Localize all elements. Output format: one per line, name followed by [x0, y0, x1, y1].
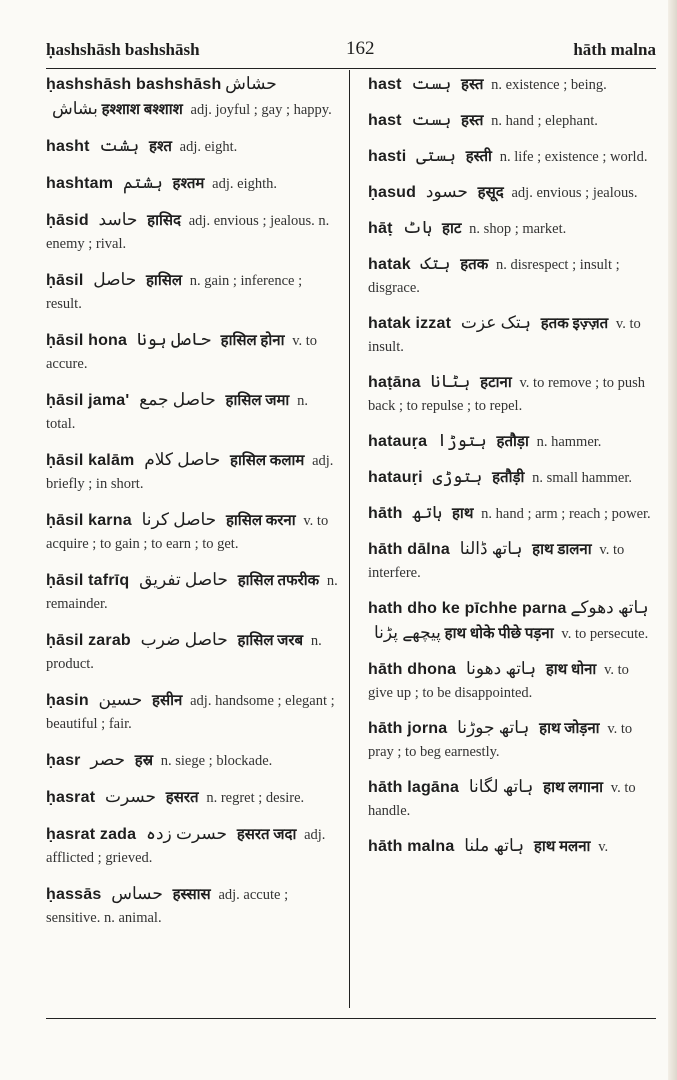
entry-devanagari-script: हटाना: [480, 375, 512, 391]
entry-urdu-script: ہتک: [420, 254, 451, 273]
entry-urdu-script: ہاتھ دھونا: [465, 659, 537, 678]
dictionary-entry: [46, 628, 338, 676]
page-header: [46, 38, 656, 68]
entry-definition: n. small hammer.: [532, 470, 632, 486]
entry-devanagari-script: हश्शाश बश्शाश: [101, 102, 183, 118]
entry-definition: adj. handsome ; elegant ; beautiful ; fair.: [46, 693, 335, 732]
entry-devanagari-script: हतक: [460, 257, 489, 273]
entry-devanagari-script: हासिल तफरीक: [237, 573, 320, 589]
entry-urdu-script: ہاتھ لگانا: [468, 777, 534, 796]
dictionary-entry: [46, 72, 338, 122]
entry-urdu-script: حاصل ہونا: [136, 330, 211, 349]
entry-devanagari-script: हसरत जदा: [236, 827, 297, 843]
dictionary-entry: [46, 748, 338, 773]
entry-headword: ḥāsil zarab: [46, 632, 131, 649]
dictionary-entry: [46, 134, 338, 159]
entry-devanagari-script: हासिद: [147, 213, 181, 229]
entry-headword: hāth malna: [368, 838, 455, 855]
entry-urdu-script: حسرت: [104, 787, 157, 806]
entry-definition: n. life ; existence ; world.: [499, 149, 648, 165]
entry-definition: n. shop ; market.: [469, 221, 567, 237]
entry-headword: hāṭ: [368, 220, 393, 237]
entry-urdu-script: حشاش بشاش: [52, 74, 277, 118]
entry-devanagari-script: हस्र: [134, 753, 154, 769]
entry-headword: hāth jorna: [368, 720, 448, 737]
page-edge-shadow: [668, 0, 677, 1080]
entry-devanagari-script: हासिल होना: [220, 333, 285, 349]
entry-headword: ḥashshāsh bashshāsh: [46, 76, 222, 93]
entry-definition: adj. eight.: [179, 139, 238, 155]
entry-headword: hāth: [368, 505, 403, 522]
entry-headword: ḥasrat: [46, 789, 96, 806]
entry-devanagari-script: हाथ मलना: [533, 839, 591, 855]
dictionary-entry: [368, 596, 656, 646]
entry-headword: ḥāsil hona: [46, 332, 128, 349]
dictionary-entry: [368, 108, 656, 133]
dictionary-entry: [368, 252, 656, 300]
entry-devanagari-script: हस्त: [461, 113, 484, 129]
entry-definition: v. to handle.: [368, 780, 636, 819]
entry-headword: ḥassās: [46, 886, 102, 903]
entry-urdu-script: حاصل: [93, 270, 137, 289]
dictionary-entry: [368, 775, 656, 823]
entry-urdu-script: ہتک عزت: [460, 313, 531, 332]
entry-urdu-script: حاسد: [98, 210, 138, 229]
entry-devanagari-script: हतौड़ा: [496, 434, 529, 450]
entry-definition: n. hand ; elephant.: [491, 113, 598, 129]
entry-definition: n. regret ; desire.: [206, 790, 305, 806]
entry-devanagari-script: हासिल करना: [225, 513, 296, 529]
entry-devanagari-script: हस्ती: [465, 149, 492, 165]
entry-headword: hatak izzat: [368, 315, 452, 332]
entry-definition: adj. briefly ; in short.: [46, 453, 334, 492]
entry-devanagari-script: हश्तम: [172, 176, 205, 192]
entry-headword: hatak: [368, 256, 411, 273]
entry-definition: n. siege ; blockade.: [160, 753, 273, 769]
entry-urdu-script: ہاتھ دھوکے پیچھے پڑنا: [374, 598, 649, 642]
header-rule: [46, 68, 656, 69]
dictionary-entry: [368, 657, 656, 705]
entry-devanagari-script: हाथ डालना: [532, 542, 592, 558]
entry-headword: ḥāsil tafrīq: [46, 572, 130, 589]
entry-definition: adj. afflicted ; grieved.: [46, 827, 326, 866]
dictionary-entry: [46, 388, 338, 436]
entry-urdu-script: حاصل کلام: [144, 450, 221, 469]
entry-definition: n. disrespect ; insult ; disgrace.: [368, 257, 620, 296]
entry-urdu-script: حساس: [111, 884, 163, 903]
entry-urdu-script: ہشت: [99, 136, 140, 155]
entry-headword: ḥāsid: [46, 212, 89, 229]
entry-devanagari-script: हसूद: [477, 185, 504, 201]
entry-headword: ḥāsil karna: [46, 512, 132, 529]
entry-urdu-script: حصر: [90, 750, 125, 769]
entry-urdu-script: ہاٹ: [402, 218, 433, 237]
dictionary-entry: [368, 311, 656, 359]
entry-urdu-script: ہست: [411, 110, 452, 129]
entry-definition: v. to acquire ; to gain ; to earn ; to get.: [46, 513, 329, 552]
entry-urdu-script: حاصل تفریق: [139, 570, 228, 589]
entry-devanagari-script: हाथ जोड़ना: [539, 721, 600, 737]
dictionary-entry: [368, 72, 656, 97]
entry-headword: haṭāna: [368, 374, 421, 391]
header-right-guide-word: hāth malna: [573, 40, 656, 59]
entry-headword: ḥasin: [46, 692, 89, 709]
entry-headword: hasti: [368, 148, 407, 165]
entry-definition: n. remainder.: [46, 573, 338, 612]
entry-urdu-script: ہٹانا: [430, 372, 471, 391]
entry-headword: hatauṛi: [368, 469, 423, 486]
entry-definition: v. to pray ; to beg earnestly.: [368, 721, 633, 760]
entry-definition: adj. envious ; jealous.: [511, 185, 638, 201]
entry-headword: hast: [368, 112, 402, 129]
entry-headword: hath dho ke pīchhe parna: [368, 600, 567, 617]
entry-urdu-script: حسرت زدہ: [146, 824, 228, 843]
entry-definition: v. to insult.: [368, 316, 641, 355]
entry-definition: v. to persecute.: [561, 626, 649, 642]
entry-urdu-script: ہتوڑی: [432, 467, 483, 486]
entry-headword: ḥāsil jama': [46, 392, 130, 409]
dictionary-entry: [46, 508, 338, 556]
entry-headword: ḥasr: [46, 752, 81, 769]
entry-definition: v.: [598, 839, 609, 855]
left-column: [46, 72, 338, 942]
entry-devanagari-script: हासिल कलाम: [230, 453, 305, 469]
dictionary-entry: [46, 208, 338, 256]
entry-devanagari-script: हाथ धोना: [545, 662, 597, 678]
header-left-guide-word: ḥashshāsh bashshāsh: [46, 40, 200, 59]
entry-urdu-script: ہشتم: [122, 173, 163, 192]
entry-devanagari-script: हतक इज़्ज़त: [540, 316, 609, 332]
entry-headword: ḥāsil: [46, 272, 84, 289]
dictionary-entry: [368, 834, 656, 859]
dictionary-entry: [46, 568, 338, 616]
entry-headword: hashtam: [46, 175, 114, 192]
entry-headword: ḥāsil kalām: [46, 452, 135, 469]
entry-urdu-script: ہستی: [416, 146, 456, 165]
dictionary-entry: [46, 171, 338, 196]
entry-headword: ḥasud: [368, 184, 417, 201]
dictionary-entry: [46, 785, 338, 810]
entry-devanagari-script: हाट: [442, 221, 462, 237]
entry-headword: hāth dhona: [368, 661, 457, 678]
entry-definition: adj. joyful ; gay ; happy.: [190, 102, 332, 118]
entry-urdu-script: ہاتھ جوڑنا: [457, 718, 530, 737]
footer-rule: [46, 1018, 656, 1019]
entry-devanagari-script: हतौड़ी: [492, 470, 525, 486]
entry-urdu-script: حاصل جمع: [139, 390, 216, 409]
entry-definition: adj. accute ; sensitive. n. animal.: [46, 887, 289, 926]
dictionary-entry: [46, 448, 338, 496]
dictionary-entry: [368, 716, 656, 764]
entry-devanagari-script: हस्त: [461, 77, 484, 93]
right-column: [368, 72, 656, 870]
entry-headword: hāth lagāna: [368, 779, 460, 796]
entry-devanagari-script: हसीन: [152, 693, 183, 709]
entry-definition: n. total.: [46, 393, 308, 432]
dictionary-entry: [368, 370, 656, 418]
entry-definition: n. gain ; inference ; result.: [46, 273, 303, 312]
entry-devanagari-script: हसरत: [165, 790, 199, 806]
entry-devanagari-script: हासिल जमा: [225, 393, 290, 409]
entry-urdu-script: ہست: [411, 74, 452, 93]
dictionary-entry: [368, 501, 656, 526]
entry-urdu-script: حاصل کرنا: [141, 510, 217, 529]
entry-devanagari-script: हाथ धोके पीछे पड़ना: [444, 626, 554, 642]
dictionary-entry: [368, 429, 656, 454]
dictionary-entry: [46, 882, 338, 930]
entry-definition: v. to remove ; to push back ; to repulse ; to repel.: [368, 375, 646, 414]
entry-definition: n. existence ; being.: [491, 77, 607, 93]
entry-urdu-script: حسین: [98, 690, 143, 709]
dictionary-entry: [368, 216, 656, 241]
entry-devanagari-script: हाथ: [451, 506, 474, 522]
dictionary-entry: [46, 328, 338, 376]
entry-devanagari-script: हासिल जरब: [237, 633, 304, 649]
dictionary-entry: [368, 144, 656, 169]
entry-definition: v. to give up ; to be disappointed.: [368, 662, 629, 701]
entry-definition: v. to interfere.: [368, 542, 625, 581]
dictionary-entry: [46, 688, 338, 736]
entry-headword: ḥasrat zada: [46, 826, 137, 843]
dictionary-entry: [368, 180, 656, 205]
entry-definition: v. to accure.: [46, 333, 318, 372]
entry-headword: hatauṛa: [368, 433, 428, 450]
entry-urdu-script: حسود: [425, 182, 468, 201]
entry-urdu-script: ہاتھ: [412, 503, 443, 522]
entry-definition: n. hammer.: [536, 434, 602, 450]
entry-headword: hasht: [46, 138, 90, 155]
dictionary-entry: [368, 465, 656, 490]
page-number: 162: [346, 38, 375, 59]
entry-headword: hast: [368, 76, 402, 93]
entry-urdu-script: حاصل ضرب: [140, 630, 228, 649]
entry-devanagari-script: हाथ लगाना: [543, 780, 604, 796]
entry-definition: adj. envious ; jealous. n. enemy ; rival.: [46, 213, 330, 252]
entry-definition: n. hand ; arm ; reach ; power.: [481, 506, 651, 522]
entry-urdu-script: ہاتھ ڈالنا: [459, 539, 523, 558]
entry-devanagari-script: हश्त: [149, 139, 172, 155]
dictionary-entry: [46, 822, 338, 870]
entry-urdu-script: ہتوڑا: [436, 431, 487, 450]
column-divider: [349, 70, 350, 1008]
entry-headword: hāth dālna: [368, 541, 451, 558]
entry-devanagari-script: हस्सास: [172, 887, 211, 903]
entry-definition: adj. eighth.: [212, 176, 278, 192]
dictionary-entry: [368, 537, 656, 585]
entry-urdu-script: ہاتھ ملنا: [464, 836, 525, 855]
entry-devanagari-script: हासिल: [145, 273, 183, 289]
dictionary-entry: [46, 268, 338, 316]
entry-definition: n. product.: [46, 633, 322, 672]
